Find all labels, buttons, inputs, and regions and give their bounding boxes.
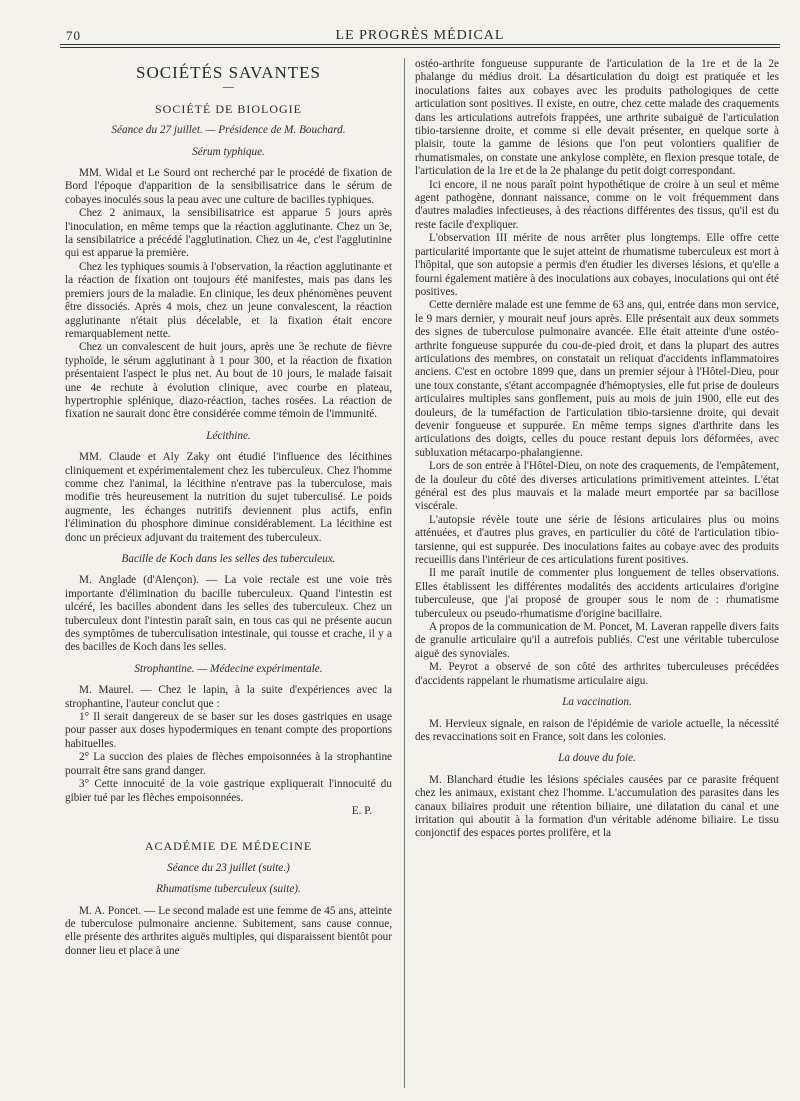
signature-initials: E. P. — [351, 804, 372, 817]
subheading-bacille: Bacille de Koch dans les selles des tuberculeux. — [121, 553, 336, 565]
paragraph: A propos de la communication de M. Poncet, M. Laveran rappelle divers faits de granulie articulaire qu'il a autrefois publiés. C'est une véritable tuberculose aiguë des synoviales. — [415, 621, 779, 660]
section-title: SOCIÉTÉS SAVANTES — [136, 63, 321, 82]
paragraph: M. Hervieux signale, en raison de l'épidémie de variole actuelle, la nécessité des revaccinations soit en France, soit dans les colonies. — [415, 717, 779, 743]
society-heading: SOCIÉTÉ DE BIOLOGIE — [155, 101, 302, 116]
paragraph: Chez 2 animaux, la sensibilisatrice est apparue 5 jours après l'inoculation, en même temps que la réaction agglutinante. Chez un 3e, la sensibilatrice a précédé l'agglutination. Chez un 4e, c'est l'agglutinine qui est apparue la première. — [65, 207, 392, 260]
paragraph: ostéo-arthrite fongueuse suppurante de l'articulation de la 1re et de la 2e phalange du médius droit. La désarticulation du doigt est pratiquée et les inoculations faites aux cobayes avec les produits pathologiques de cette articulation sont positives. Il existe, en outre, chez cette malade des craquements dans les articulations autrefois frappées, une arthrite subaiguë de l'articulation tibio-tarsienne droite, et comme si elle devait présenter, en quelque sorte à plaisir, toute la gamme de lésions que l'on peut volontiers qualifier de rhumatismales, on constate une ankylose complète, en flexion presque totale, de l'articulation de la 1re et de la 2e phalange du petit doigt correspondant. — [415, 58, 779, 178]
paragraph: M. Peyrot a observé de son côté des arthrites tuberculeuses précédées d'accidents rappelant le rhumatisme articulaire aigu. — [415, 661, 779, 687]
right-column — [415, 58, 779, 841]
seance-line-2: Séance du 23 juillet (suite.) — [167, 861, 290, 874]
running-header — [60, 22, 780, 42]
page-number: 70 — [66, 28, 81, 43]
column-divider — [404, 58, 405, 1088]
header-rule-top — [60, 44, 780, 45]
subheading-serum: Sérum typhique. — [192, 145, 265, 158]
left-column — [65, 60, 392, 958]
subheading-douve: La douve du foie. — [558, 752, 636, 765]
paragraph: MM. Widal et Le Sourd ont recherché par le procédé de fixation de Bord l'époque d'apparition de la sensibilisatrice dans le sérum de cobayes inoculés sous la peau avec une culture de bacilles typhiques. — [65, 167, 392, 206]
title-dash: — — [222, 81, 235, 94]
paragraph: 2° La succion des plaies de flèches empoisonnées à la strophantine pourrait être sans grand danger. — [65, 751, 392, 777]
paragraph: 1° Il serait dangereux de se baser sur les doses gastriques en usage pour passer aux doses hypodermiques en tenant compte des proportions habituelles. — [65, 711, 392, 750]
seance-line: Séance du 27 juillet. — Présidence de M. Bouchard. — [111, 124, 346, 137]
paragraph: Chez un convalescent de huit jours, après une 3e rechute de fièvre typhoïde, le sérum agglutinant à 1 pour 300, et la réaction de fixation présentaient l'aspect le plus net. Au bout de 10 jours, le malade faisait une 4e rechute à évolution clinique, avec courbe en plateau, hypertrophie splénique, diazo-réaction, taches rosées. La réaction de fixation ne saurait donc être considérée comme témoin de l'immunité. — [65, 341, 392, 421]
header-rule-bottom — [60, 47, 780, 48]
academy-heading: ACADÉMIE DE MÉDECINE — [144, 839, 313, 854]
subheading-vaccination: La vaccination. — [562, 696, 632, 709]
paragraph: L'autopsie révèle toute une série de lésions articulaires plus ou moins atténuées, et d'autres plus graves, en particulier du côté de l'articulation tibio-tarsienne, qui est suppurée. Des inoculations faites au cobaye avec des produits recueillis dans l'intérieur de ces articulations furent positives. — [415, 513, 779, 567]
paragraph: M. Anglade (d'Alençon). — La voie rectale est une voie très importante d'élimination du bacille tuberculeux. Quand l'intestin est ulcéré, les bacilles abondent dans les selles des tuberculeux. Chez un tuberculeux dont l'intestin paraît sain, en tous cas qui ne présente aucun des symptômes de tuberculisation intestinale, qui tousse et crache, il y a des bacilles de Koch dans les selles. — [65, 574, 392, 654]
paragraph: M. Maurel. — Chez le lapin, à la suite d'expériences avec la strophantine, l'auteur conclut que : — [65, 684, 392, 710]
paragraph: M. A. Poncet. — Le second malade est une femme de 45 ans, atteinte de tuberculose pulmonaire ancienne. Subitement, sans cause connue, elle présente des arthrites aiguës multiples, qui disparaissent bientôt pour donner lieu et place à une — [65, 904, 392, 957]
subheading-lecithine: Lécithine. — [206, 429, 251, 442]
subheading-strophantine: Strophantine. — Médecine expérimentale. — [134, 662, 323, 675]
running-title: LE PROGRÈS MÉDICAL — [335, 28, 505, 43]
subheading-rhumatisme: Rhumatisme tuberculeux (suite). — [156, 883, 301, 896]
paragraph: Cette dernière malade est une femme de 63 ans, qui, entrée dans mon service, le 9 mars dernier, y mourait neuf jours après. Elle présentait aux deux sommets des signes de tuberculose pulmonaire avancée. Elle était atteinte d'une ostéo-arthrite fongueuse suppurée du cou-de-pied droit, et dans la plupart des autres articulations des membres, on constatait un reliquat d'accidents inflammatoires anciens. C'est en octobre 1899 que, dans un premier séjour à l'Hôtel-Dieu, pour une toux constante, s'étant accompagnée d'hémoptysies, elle fut prise de douleurs articulaires multiples sans gonflement, puis au mois de juin 1900, elle eut des douleurs, de la tuméfaction de l'articulation tibio-tarsienne droite, qui devait devenir fongueuse et suppurée. En même temps signes d'arthrite dans les articulations des doigts, celles du pouce restant depuis lors déformées, avec subluxation métacarpo-phalangienne. — [415, 299, 779, 459]
paragraph: Lors de son entrée à l'Hôtel-Dieu, on note des craquements, de l'empâtement, de la douleur du côté des diverses articulations primitivement atteintes. L'état général est des plus mauvais et la malade meurt emportée par sa bacillose viscérale. — [415, 460, 779, 513]
paragraph: Chez les typhiques soumis à l'observation, la réaction agglutinante et la réaction de fixation ont toujours été manifestes, mais pas dans les premiers jours de la maladie. En clinique, les deux phénomènes peuvent être dissociés. Après 4 mois, chez un jeune convalescent, la réaction agglutinante n'était plus décelable, et la fixation était encore remarquablement nette. — [65, 260, 392, 340]
paragraph: 3° Cette innocuité de la voie gastrique expliquerait l'innocuité du gibier tué par les flèches empoisonnées. — [65, 778, 392, 804]
paragraph: Il me paraît inutile de commenter plus longuement de telles observations. Elles établissent les différentes modalités des accidents articulaires d'origine tuberculeuse, que j'ai proposé de grouper sous le nom de : rhumatisme tuberculeux ou pseudo-rhumatisme d'origine bacillaire. — [415, 567, 779, 620]
paragraph: L'observation III mérite de nous arrêter plus longtemps. Elle offre cette particularité importante que le sujet atteint de rhumatisme tuberculeux est mort à l'hôpital, que son autopsie a permis d'en étudier les diverses lésions, et qu'elle a fourni également matière à des inoculations aux cobayes, inoculations qui ont été positives. — [415, 232, 779, 298]
paragraph: Ici encore, il ne nous paraît point hypothétique de croire à un seul et même agent pathogène, donnant naissance, comme on le voit fréquemment dans d'autres maladies infectieuses, à des réactions différentes des tissus, qu'il est du reste facile d'expliquer. — [415, 178, 779, 231]
paragraph: M. Blanchard étudie les lésions spéciales causées par ce parasite fréquent chez les animaux, existant chez l'homme. L'accumulation des parasites dans les canaux biliaires produit une rétention biliaire, une dilatation du canal et une irritation qui aboutit à la formation d'un véritable adénome biliaire. Le tissu conjonctif des espaces portes prolifère, et la — [415, 773, 779, 840]
paragraph: MM. Claude et Aly Zaky ont étudié l'influence des lécithines cliniquement et expérimentalement chez les tuberculeux. Chez l'homme comme chez l'animal, la lécithine n'entrave pas la tuberculose, mais modifie très heureusement la nutrition du sujet tuberculisé. Le poids augmente, les échanges nutritifs deviennent plus actifs, enfin l'élimination du phosphore diminue considérablement. La lécithine est donc un précieux adjuvant du traitement des tuberculeux. — [65, 451, 392, 544]
